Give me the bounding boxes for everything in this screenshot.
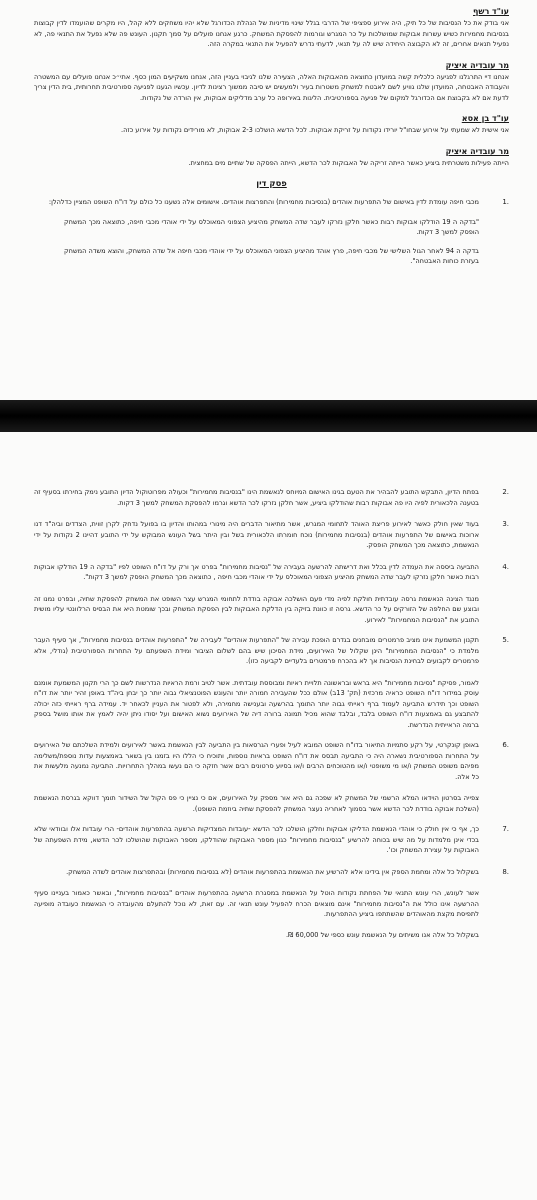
paragraph-number: 2. bbox=[502, 488, 509, 496]
paragraph-text: מכבי חיפה עומדת לדין באישום של התפרעות אוהדים (בנסיבות מחמירות) והתפרצות אוהדים. אישומים אלה נשענו כל כולם על דו"ח השופט המציין כדלהלן: bbox=[48, 198, 479, 206]
numbered-paragraph bbox=[34, 487, 509, 508]
numbered-paragraph bbox=[34, 824, 509, 856]
paragraph-text: לאמור, פסיקת "נסיבות מחמירות" היא בראש ובראשונה תלויית ראיות ומבוססת עובדתית. אשר לטיב ורמת הראיות הנדרשות לשם כך הרי תקנון המשמעת אומנם עוסק במידור דו"ח השופט כראיה מרכזית (תק' 13ב) אולם ככל שהעבירה חמורה יותר והעונש הפוטנציאלי גבוה יותר כך יבחן ביה"ד באופן זהיר יותר את דו"ח השופט וכך תידרש התביעה לעמוד ברף ראייתי גבוה יותר התומך בהרשעה ובענישה מחמירה, ולא לפטור את העניין לכאחר יד. עמידה ברף ראייתי כזה יכולה להתבצע גם באמצעות דו"ח השופט בלבד, ובלבד שהוא מכיל תמונה ברורה דיה של האירועים נשוא האישום ועל יסודו ניתן יהיה לאמץ את אותו מושל בספק ברמה הראייתית הנדרשת. bbox=[34, 678, 479, 729]
referee-report-quote: "בדקה ה 19 הודלקו אבוקות רבות כאשר חלקן נזרקו לעבר שדה המשחק מהיציע הצפוני המאוכלס על ידי אוהדי מכבי חיפה, כתוצאה מכך המשחק הופסק למשך 3 דקות. bbox=[64, 217, 479, 236]
speaker-block bbox=[34, 6, 509, 50]
paragraph-number: 4. bbox=[502, 562, 509, 571]
paragraph-text: מנגד הציגה הנאשמת גרסה עובדתית חולקת לפיה מדי פעם הושלכה אבוקה בודדת לתחומי המגרש עצר השופט את המשחק להפסקת שתיה, ובפרט נמנו זה ובוצע שם החלפה של הזורקים על כר הדשא. גרסה זו כוונת בזיקה בין הדלקת האבוקות לבין הפסקת המשחק ובכך שומטת היא את הבסיס הרלוונטי עליו מושית התובע את "הנסיבות המחמירות" לאירוע. bbox=[34, 594, 479, 624]
paragraph-text: בפתח הדיון, התבקש התובע להבהיר את הטעם בגינו האישום המיוחס לנאשמת הינו "בנסיבות מחמירות" וכעולה מפרוטוקול הדיון התובע נימק בחירתו בסעיף זה בטענה הלכאורית לפיה היו פה אבוקות רבות שהודלקו ביציע, אשר חלקן נזרקו לכר הדשא וגרמו להפסקת המשחק למשך 3 דקות. bbox=[34, 488, 479, 507]
speaker-statement: אני בודק את כל הנסיבות של כל תיק, היה אירוע ספציפי של הדרבי בגלל שינוי מדיניות של הנהלת הכדורגל שלא יהיו משחקים ללא קהל, היו מקרים שהועמדו לדין קבוצות בנסיבות מחמירות כשיש עשרות אבוקות שמושלכות על כר המגרש וגורמות להפסקת המשחק. כרגע אנחנו פועלים על סמך תקנון. העונש פה שלא נפעל את התנאי פה, לא נפעיל תנאים אחרים, זה לא הקבוצה היחידה שיש לה על תנאי, לדעתי נדרש להפעיל את התנאי במקרה הזה. bbox=[34, 19, 509, 48]
document-page-2 bbox=[0, 432, 537, 1200]
ruling-title: פסק דין bbox=[256, 178, 287, 188]
sentence-paragraph: בשקלול כל אלה אנו משיתים על הנאשמת עונש כספי של 60,000 ₪. bbox=[286, 930, 479, 939]
page-separator bbox=[0, 400, 537, 432]
paragraph-text: תקנון המשמעת אינו מציב פרמטרים מובחנים בגדרם הופכת עבירה של "התפרעות אוהדים" לעבירה של "התפרעות אוהדים בנסיבות מחמירות", אך סעיף העבר מלמדת כי "הנסיבות המחמירות" הינן שקלול של האירועים, מידת הסיכון שיש בהם לשלום הציבור ומידת השפעתם על התחרות הספורטיבית (גודלי, אלא פרמטרים לקבועים לבחינת הנסיבות אך לא בהכרח פרמטרים בלעדיים לקביעה כזו). bbox=[34, 636, 479, 665]
numbered-paragraph bbox=[34, 635, 509, 667]
speaker-name: מר עובדיה איציק bbox=[445, 60, 509, 70]
paragraph-number: 8. bbox=[502, 867, 509, 876]
numbered-paragraph bbox=[34, 562, 509, 583]
speaker-name: מר עובדיה איציק bbox=[445, 146, 509, 156]
paragraph-text: באופן קונקרטי, על רקע סתמיות התיאור בדו"ח השופט המובא לעיל ופערי הגרסאות בין התביעה לבין הנאשמת באשר לאירועים ולמידת השלכתם של האירועים על התחרות הספורטיבית נשארה היה כי התביעה תבסס את דו"ח השופט בראיות נוספות, ותוכיח כי הללו היו בזמנו בין בשאר באמצעות עדות נוספת/משלימה מפיהם משופט המשחק ו/או מי משופטי ו/או מהטוכחים הרבים ו/או בסיוע סרטונים רבים אשר חזקה כי הם נעשו במהלך התחרויות. התביעה נמנעה מלעשות את כל אלה. bbox=[34, 741, 479, 781]
paragraph-number: 3. bbox=[502, 520, 509, 528]
paragraph-text: כך, אף כי אין חולק כי אוהדי הנאשמת הדליקו אבוקות וחלקן הושלכו לכר הדשא -עובדות המצדיקות הרשעה בהתפרעות אוהדים- הרי עובדות אלו ובוודאי שלא בכדי אינן מלמדות על מה שיש בכוחה להרשיע "בנסיבות מחמירות" כגון מספר האבוקות שהודלקו, מספר האבוקות שהושלכו לכר הדשא, מידת השפעתה של האבוקות על עצירת המשחק וכו'. bbox=[34, 825, 479, 854]
referee-report-quote: בדקה ה 94 לאחר הגול השלישי של מכבי חיפה, פרץ אוהד מהיציע הצפוני המאוכלס על ידי אוהדי מכבי חיפה אל שדה המשחק, והוצא משדה המשחק בעזרת כוחות האבטחה". bbox=[64, 246, 479, 265]
paragraph-text: בשקלול כל אלה ומחמת הספק אין בידינו אלא להרשיע את הנאשמת בהתפרעות אוהדים (לא בנסיבות מחמירות) ובהתפרצות אוהדים לשדה המשחק. bbox=[66, 867, 479, 876]
speaker-block bbox=[34, 113, 509, 136]
paragraph-number: 5. bbox=[502, 636, 509, 644]
paragraph-text: צפייה בסרטון הוידאו המלא הרשמי של המשחק לא שפכה גם היא אור מספק על האירועים, אם כי נציין כי פס הקול של השידור תומך דווקא בגרסת הנאשמת (השלכת אבוקה בודדת לכר הדשא אשר בסמוך לאחריה נעצר המשחק להפסקת שתיה ביוזמת השופט). bbox=[34, 794, 479, 813]
paragraph-number: 1. bbox=[502, 198, 509, 206]
speaker-statement: אנחנו דיי התרגלנו לפגיעה כלכלית קשה במועדון כתוצאה מהאבוקות האלה, הצעירה שלנו לגיבוי בעניין הזה, אנחנו משקיעים המון כסף. אתי״כ אנחנו פועלים עם המשטרה והעבודה האבטחה, המועדון שלנו גוויע לשם לאבטח למשחק משטרות בעיר ולמעשים יש סיבה ממשוך רצינות לדיון. עכשיו הגענו לפגיעה ספורטיבית תחרותית, בית הדין צריך לדעת אם לא בקבוצת אם הכדורגל למקום של פגיעה בספורטיבית. הליגות באירופה כל ערב מדליקים אבוקות, אין הורדה של נקודות. bbox=[34, 72, 509, 102]
numbered-paragraph bbox=[34, 197, 509, 208]
document-page-1 bbox=[0, 0, 537, 400]
paragraph-text: אשר לעונש, הרי עונש התנאי של הפחתת נקודות הוטל על הנאשמת במסגרת הרשעה בהתפרעות אוהדים "בנסיבות מחמירות", ובאשר כאמור בעניינו סעיף ההרשעה אינו כולל את ה"נסיבות מחמירות" אינם מוצאים הכרח להפעיל עונש תנאי זה. עם זאת, לא נוכל להתעלם מהעובדה כי הנאשמת כעובדה מופיעה לתפיסת מקצת מהאוהדים שהשתתפו ביציע ההתפרעות. bbox=[34, 889, 479, 918]
paragraph-text: בעוד שאין חולק כאשר לאירוע פריצת האוהד לתחומי המגרש, אשר מתיאור הדברים היה מינורי במהותו והדיון בו בפועל נדחק לקרן זווית, הצדדים וביה"ד דנו ארוכות באישום של התפרעות אוהדים (בנסיבות מחמירות) נוכח חומרתו הלכאורית בשל ובין היתר בשל העונש המבוקש על ידי התובע דהיינו 2 נקודות על ידי הנאשמת, כתוצאה מכך המשחק הופסק. bbox=[34, 520, 479, 549]
numbered-paragraph bbox=[34, 740, 509, 782]
speaker-statement: הייתה פעילות משטרתית ביציע כאשר הייתה זריקה של האבוקות לכר הדשא, הייתה הפסקה של שתיים מים במחצית. bbox=[188, 158, 509, 167]
speaker-name: עו"ד בן אסא bbox=[461, 114, 509, 123]
paragraph-number: 7. bbox=[502, 825, 509, 833]
speaker-name: עו"ד רשף bbox=[472, 7, 509, 16]
numbered-paragraph bbox=[34, 519, 509, 551]
paragraph-text: התביעה ביססה את העמדה לדין בכלל ואת דרישתה להרשעה בעבירה של "נסיבות מחמירות" בפרט אך ורק על דו"ח השופט לפיו "בדקה ה 19 הודלקו אבוקות רבות כאשר חלקן נזרקו לעבר שדה המשחק מהיציע הצפוני המאוכלס על ידי אוהדי מכבי חיפה , כתוצאה מכך המשחק הופסק למשך 3 דקות". bbox=[34, 562, 479, 581]
speaker-block bbox=[34, 146, 509, 169]
paragraph-number: 6. bbox=[502, 741, 509, 749]
numbered-paragraph bbox=[34, 867, 509, 878]
speaker-block bbox=[34, 60, 509, 104]
speaker-statement: אני אישית לא שמעתי על אירוע שבחו"ל יורידו נקודות על זריקת אבוקות. לכל הדשא הושלכו 2-3 אבוקות, לא מורידים נקודות על אירוע כזה. bbox=[121, 126, 509, 134]
